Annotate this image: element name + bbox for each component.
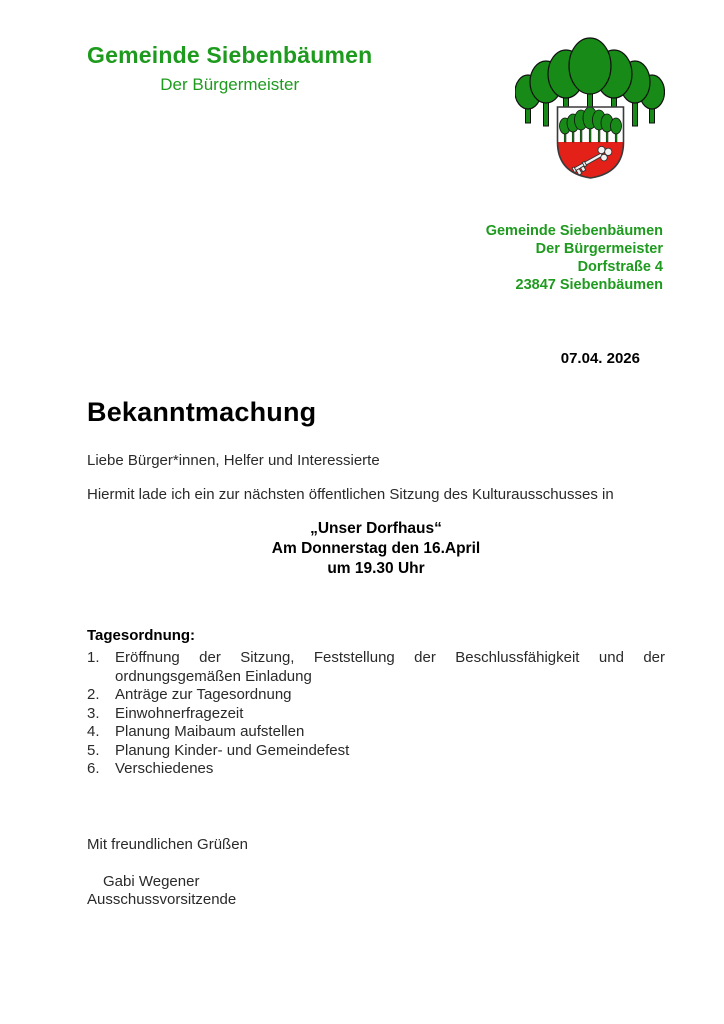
agenda-item [87,742,665,761]
agenda-item-text: Planung Maibaum aufstellen [115,723,305,740]
sender-line: Der Bürgermeister [535,241,663,257]
salutation-text: Liebe Bürger*innen, Helfer und Interessierte [87,452,380,469]
agenda-item [87,723,665,742]
agenda-item-number: 6. [87,760,100,777]
signature-role: Ausschussvorsitzende [87,891,237,908]
closing-greeting: Mit freundlichen Grüßen [87,836,248,853]
agenda-list [87,649,665,779]
page-title: Bekanntmachung [87,397,317,427]
agenda-item-number: 1. [87,649,100,666]
agenda-item [87,649,665,686]
agenda-item-number: 5. [87,741,100,759]
agenda-item-number: 4. [87,723,100,740]
event-date: Am Donnerstag den 16.April [271,540,481,557]
agenda-item-number: 3. [87,704,100,722]
shield-icon [557,106,625,180]
document-date: 07.04. 2026 [560,350,640,367]
agenda-section [87,627,665,779]
closing-section [87,836,665,909]
letterhead [87,42,372,95]
agenda-item [87,760,665,779]
agenda-item-text: Eröffnung der Sitzung, Feststellung der Beschlussfähigkeit und der ordnungsgemäßen Einladung [115,649,665,685]
sender-line: Dorfstraße 4 [577,259,663,275]
event-time: um 19.30 Uhr [327,560,425,577]
sender-line: Gemeinde Siebenbäumen [485,223,663,239]
municipality-title: Gemeinde Siebenbäumen [87,42,373,68]
agenda-item-text: Einwohnerfragezeit [115,704,244,722]
agenda-item-text: Anträge zur Tagesordnung [115,686,292,703]
coat-of-arms-logo [515,30,665,188]
agenda-item-text: Verschiedenes [115,760,214,777]
signature-name: Gabi Wegener [103,873,200,890]
event-location: „Unser Dorfhaus“ [310,520,442,537]
agenda-item [87,705,665,724]
sender-line: 23847 Siebenbäumen [515,277,663,293]
agenda-item [87,686,665,705]
mayor-subtitle: Der Bürgermeister [160,75,300,94]
agenda-item-number: 2. [87,686,100,703]
agenda-item-text: Planung Kinder- und Gemeindefest [115,741,350,759]
intro-text: Hiermit lade ich ein zur nächsten öffentlichen Sitzung des Kulturausschusses in [87,486,614,503]
sender-address-block [486,222,663,294]
agenda-heading: Tagesordnung: [87,627,196,644]
event-details [87,519,665,579]
